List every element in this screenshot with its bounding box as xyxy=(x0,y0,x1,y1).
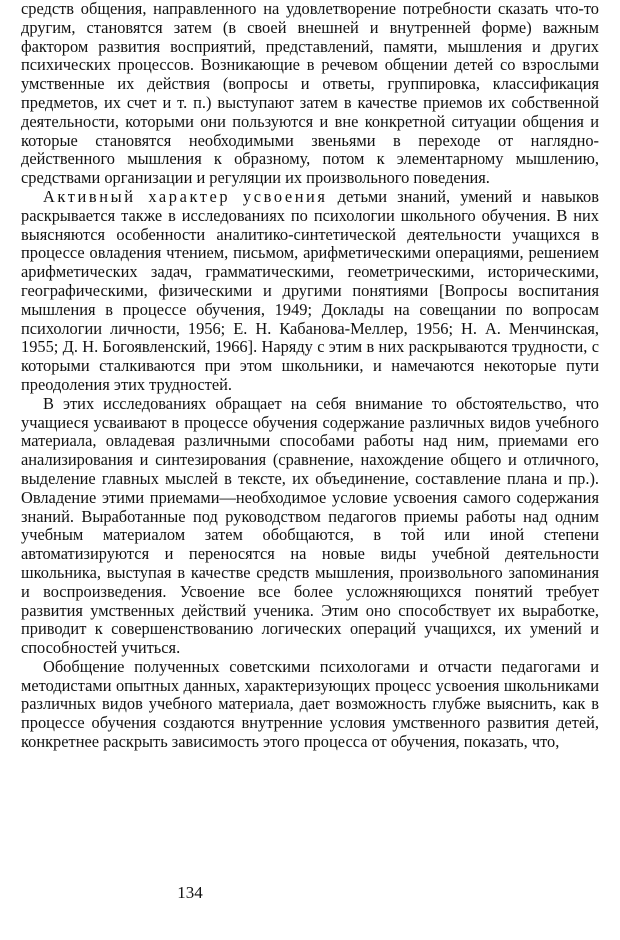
paragraph-2-text: детьми знаний, умений и навыков раскрывается также в исследованиях по психологии школьного обучения. В них выясняются особенности аналитико-синтетической деятельности учащихся в процессе овладения чтением, письмом, арифметическими операциями, решением арифметических задач, грамматическими, геометрическими, историческими, географическими, физическими и другими понятиями [Вопросы воспитания мышления в процессе обучения, 1949; Доклады на совещании по вопросам психологии личности, 1956; Е. Н. Кабанова-Меллер, 1956; Н. А. Менчинская, 1955; Д. Н. Богоявленский, 1966]. Наряду с этим в них раскрываются трудности, с которыми сталкиваются при этом школьники, и намечаются некоторые пути преодоления этих трудностей. xyxy=(21,186,599,394)
page-number: 134 xyxy=(177,883,203,902)
paragraph-3: В этих исследованиях обращает на себя внимание то обстоятельство, что учащиеся усваивают в процессе обучения содержание различных видов учебного материала, овладевая различными способами работы над ним, приемами его анализирования и синтезирования (сравнение, нахождение общего и отличного, выделение главных мыслей в тексте, их объединение, составление плана и пр.). Овладение этими приемами—необходимое условие усвоения самого содержания знаний. Выработанные под руководством педагогов приемы работы над одним учебным материалом затем обобщаются, в той или иной степени автоматизируются и переносятся на новые виды учебной деятельности школьника, выступая в качестве средств мышления, произвольного запоминания и воспроизведения. Усвоение все более усложняющихся понятий требует развития умственных действий ученика. Этим оно способствует их выработке, приводит к совершенствованию логических операций учащихся, их умений и способностей учиться. xyxy=(21,393,599,658)
page-body xyxy=(21,0,599,752)
spaced-emphasis: Активный характер усвоения xyxy=(43,186,328,206)
paragraph-2 xyxy=(21,188,599,395)
paragraph-1: средств общения, направленного на удовлетворение потребности сказать что-то другим, становятся затем (в своей внешней и внутренней форме) важным фактором развития восприятий, представлений, памяти, мышления и других психических процессов. Возникающие в речевом общении детей со взрослыми умственные их действия (вопросы и ответы, группировка, классификация предметов, их счет и т. п.) выступают затем в качестве приемов их собственной деятельности, которыми они пользуются и вне конкретной ситуации общения и которые становятся необходимыми звеньями в переходе от наглядно-действенного мышления к образному, потом к элементарному мышлению, средствами организации и регуляции их произвольного поведения. xyxy=(21,0,599,188)
paragraph-4: Обобщение полученных советскими психологами и отчасти педагогами и методистами опытных данных, характеризующих процесс усвоения школьниками различных видов учебного материала, дает возможность глубже выяснить, как в процессе обучения создаются внутренние условия умственного развития детей, конкретнее раскрыть зависимость этого процесса от обучения, показать, что, xyxy=(21,656,599,752)
